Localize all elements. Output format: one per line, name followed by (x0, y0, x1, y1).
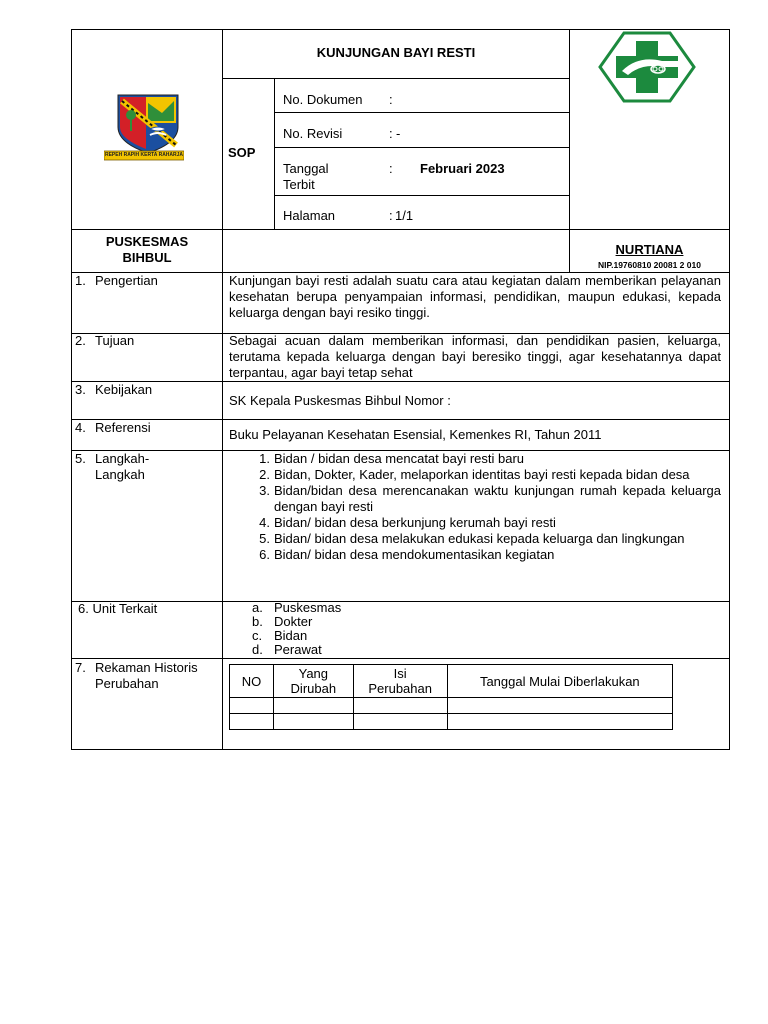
step-text: Bidan/ bidan desa melakukan edukasi kepada keluarga dan lingkungan (274, 531, 685, 546)
table-cell (273, 714, 353, 730)
header-text: Dirubah (290, 681, 337, 696)
step-text: Bidan/ bidan desa mendokumentasikan kegiatan (274, 547, 555, 562)
field-label-no-revisi: No. Revisi (283, 126, 343, 141)
section-label-unit-terkait: 6. Unit Terkait (78, 601, 158, 616)
unit-marker: b. (252, 614, 263, 629)
signer-name: NURTIANA (615, 242, 684, 257)
table-cell (273, 698, 353, 714)
list-item (250, 547, 721, 563)
step-number: 3. (259, 483, 270, 498)
frame-bottom (71, 749, 730, 750)
rule (274, 147, 570, 148)
table-cell (230, 714, 274, 730)
unit-item: Bidan (274, 628, 308, 643)
step-number: 2. (259, 467, 270, 482)
step-text: Bidan, Dokter, Kader, melaporkan identitas bayi resti kepada bidan desa (274, 467, 690, 482)
header-text: Isi (393, 666, 407, 681)
field-label-tanggal: Tanggal (283, 161, 329, 176)
table-row (230, 698, 673, 714)
section-label-langkah-1: Langkah- (95, 451, 150, 466)
field-value-halaman: 1/1 (395, 208, 414, 223)
rule (71, 601, 730, 602)
section-number: 2. (75, 333, 86, 348)
field-sep: : (389, 92, 393, 107)
org-name-line2: BIHBUL (122, 250, 172, 265)
unit-marker: d. (252, 642, 263, 657)
list-item (250, 483, 721, 515)
rule (71, 658, 730, 659)
section-label-langkah-2: Langkah (95, 467, 145, 482)
signer-nip: NIP.19760810 20081 2 010 (598, 260, 701, 270)
rule (71, 229, 730, 230)
step-number: 1. (259, 451, 270, 466)
table-cell (353, 698, 447, 714)
table-row (230, 714, 673, 730)
unit-item: Dokter (274, 614, 313, 629)
frame-top (71, 29, 730, 30)
list-item (250, 451, 721, 467)
unit-item: Puskesmas (274, 600, 342, 615)
section-label-referensi: Referensi (95, 420, 151, 435)
field-value-no-revisi: - (396, 126, 401, 141)
rule (274, 78, 275, 229)
crest-motto: REPEH RAPIH KERTA RAHARJA (104, 152, 184, 158)
column-header-tanggal (447, 665, 672, 698)
revision-history-table (229, 664, 673, 730)
section-text-pengertian: Kunjungan bayi resti adalah suatu cara atau kegiatan dalam memberikan pelayanan kesehatan berupa penyampaian informasi, pendidikan, maupun edukasi, kepada keluarga dengan bayi resiko tinggi. (229, 273, 721, 320)
section-text-kebijakan: SK Kepala Puskesmas Bihbul Nomor : (229, 393, 451, 408)
rule (71, 419, 730, 420)
column-header-isi-perubahan (353, 665, 447, 698)
frame-right (729, 29, 730, 750)
section-number: 7. (75, 660, 86, 675)
table-cell (230, 698, 274, 714)
table-cell (447, 714, 672, 730)
step-text: Bidan / bidan desa mencatat bayi resti baru (274, 451, 525, 466)
field-sep: : (389, 126, 393, 141)
section-label-tujuan: Tujuan (95, 333, 135, 348)
frame-left (71, 29, 72, 750)
field-sep: : (389, 208, 393, 223)
field-label-no-dokumen: No. Dokumen (283, 92, 363, 107)
step-text: Bidan/ bidan desa berkunjung kerumah bayi resti (274, 515, 556, 530)
org-name-line1: PUSKESMAS (105, 234, 189, 249)
table-cell (353, 714, 447, 730)
column-header-no (230, 665, 274, 698)
rule (274, 195, 570, 196)
section-text-tujuan: Sebagai acuan dalam memberikan informasi, dan pendidikan pasien, keluarga, terutama kepada keluarga dengan bayi beresiko tinggi, agar kesehatannya dapat terpantau, agar bayi tetap sehat (229, 333, 721, 380)
header-text: Tanggal Mulai Diberlakukan (479, 673, 640, 689)
unit-marker: c. (252, 628, 263, 643)
section-number: 3. (75, 382, 86, 397)
field-label-halaman: Halaman (283, 208, 336, 223)
rule (569, 29, 570, 273)
step-number: 4. (259, 515, 270, 530)
section-number: 1. (75, 273, 86, 288)
document-title: KUNJUNGAN BAYI RESTI (316, 45, 476, 60)
section-number: 4. (75, 420, 86, 435)
section-label-kebijakan: Kebijakan (95, 382, 153, 397)
table-header-row (230, 665, 673, 698)
table-cell (447, 698, 672, 714)
step-number: 6. (259, 547, 270, 562)
step-text: Bidan/bidan desa merencanakan waktu kunjungan rumah kepada keluarga dengan bayi resti (274, 483, 721, 514)
district-crest-logo (104, 93, 184, 165)
field-sep: : (389, 161, 393, 176)
list-item (250, 515, 721, 531)
section-label-pengertian: Pengertian (95, 273, 158, 288)
list-item (250, 531, 721, 547)
field-label-terbit: Terbit (283, 177, 315, 192)
rule (274, 112, 570, 113)
header-text: NO (241, 673, 262, 689)
steps-list (250, 451, 721, 563)
step-number: 5. (259, 531, 270, 546)
unit-marker: a. (252, 600, 263, 615)
unit-item: Perawat (274, 642, 322, 657)
section-number: 5. (75, 451, 86, 466)
sop-label: SOP (228, 145, 256, 160)
column-header-yang-dirubah (273, 665, 353, 698)
rule (71, 381, 730, 382)
header-text: Perubahan (368, 681, 432, 696)
puskesmas-logo (598, 31, 696, 103)
list-item (250, 467, 721, 483)
field-value-tanggal-terbit: Februari 2023 (420, 161, 505, 176)
section-text-referensi: Buku Pelayanan Kesehatan Esensial, Kemenkes RI, Tahun 2011 (229, 427, 602, 442)
header-text: Yang (298, 666, 329, 681)
section-label-rekaman-2: Perubahan (95, 676, 159, 691)
rule (222, 29, 223, 750)
section-label-rekaman-1: Rekaman Historis (95, 660, 198, 675)
